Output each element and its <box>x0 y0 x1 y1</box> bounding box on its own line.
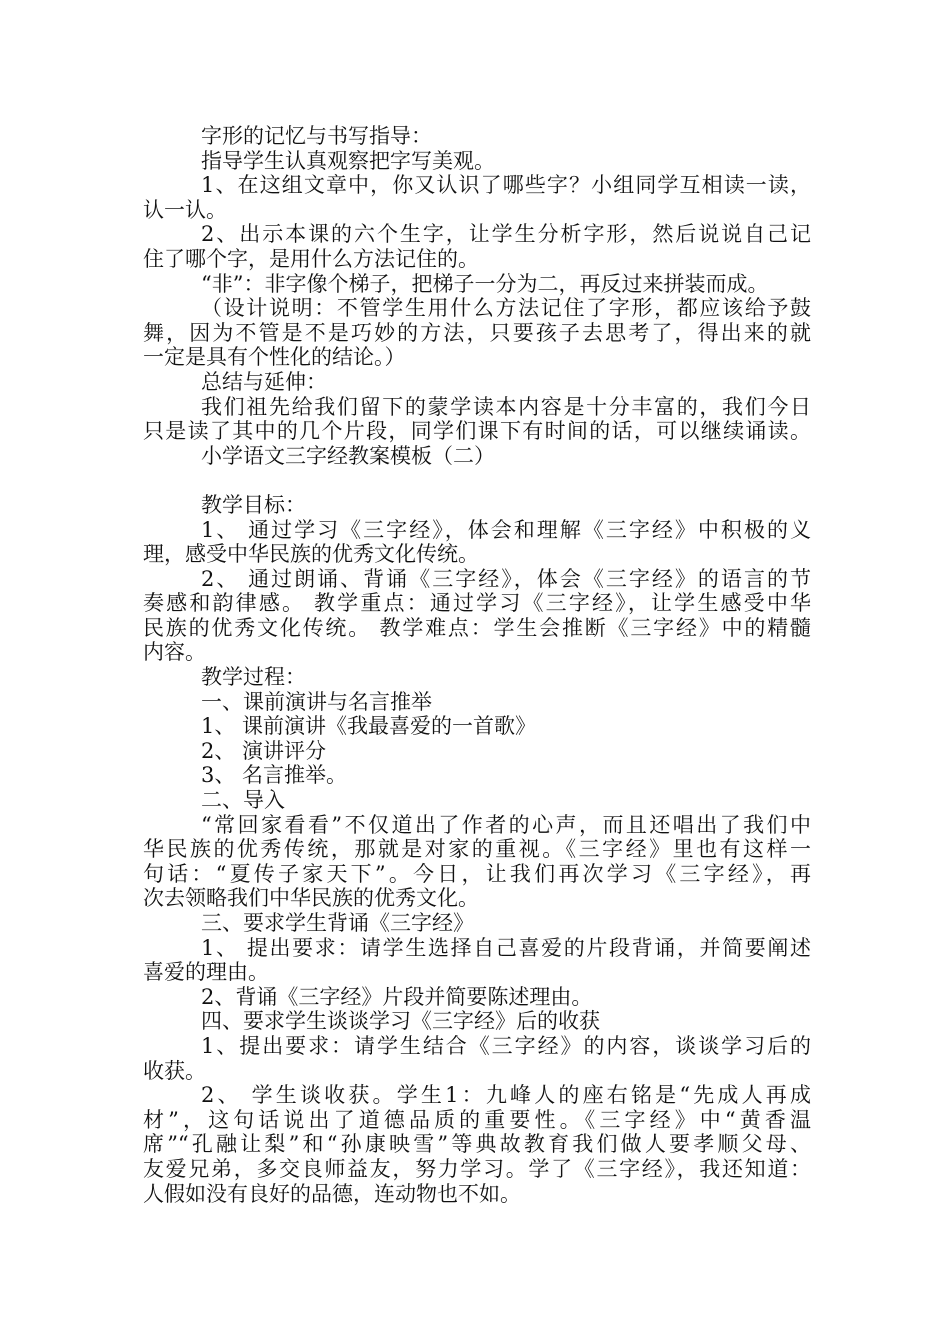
text-line: 教学目标： <box>201 492 306 517</box>
text-line: 一、课前演讲与名言推举 <box>201 689 432 714</box>
text-line: 收获。 <box>143 1058 206 1083</box>
text-line: 2、 演讲评分 <box>201 738 327 763</box>
text-line: 2、 通过朗诵、背诵《三字经》，体会《三字经》的语言的节 <box>201 566 811 591</box>
text-line: “非”：非字像个梯子，把梯子一分为二，再反过来拼装而成。 <box>201 271 769 296</box>
text-line: 材”，这句话说出了道德品质的重要性。《三字经》中“黄香温 <box>143 1107 811 1132</box>
text-line: 指导学生认真观察把字写美观。 <box>201 148 495 173</box>
text-line: 我们祖先给我们留下的蒙学读本内容是十分丰富的，我们今日 <box>201 394 811 419</box>
text-line: “常回家看看”不仅道出了作者的心声，而且还唱出了我们中 <box>201 812 811 837</box>
text-line: 理，感受中华民族的优秀文化传统。 <box>143 542 479 567</box>
text-line: 喜爱的理由。 <box>143 960 269 985</box>
text-line: 总结与延伸： <box>201 369 327 394</box>
blank-line <box>143 468 811 493</box>
text-line: 2、 学生谈收获。学生1：九峰人的座右铭是“先成人再成 <box>201 1083 811 1108</box>
text-line: 1、 课前演讲《我最喜爱的一首歌》 <box>201 714 537 739</box>
text-line: 1、提出要求：请学生结合《三字经》的内容，谈谈学习后的 <box>201 1033 811 1058</box>
text-line: 次去领略我们中华民族的优秀文化。 <box>143 886 479 911</box>
text-line: 席”“孔融让梨”和“孙康映雪”等典故教育我们做人要孝顺父母、 <box>143 1132 811 1157</box>
text-line: 1、 提出要求：请学生选择自己喜爱的片段背诵，并简要阐述 <box>201 935 811 960</box>
text-line: 人假如没有良好的品德，连动物也不如。 <box>143 1181 521 1206</box>
text-line: 二、导入 <box>201 788 285 813</box>
text-line: 只是读了其中的几个片段，同学们课下有时间的话，可以继续诵读。 <box>143 419 811 444</box>
text-line: 2、背诵《三字经》片段并简要陈述理由。 <box>201 984 593 1009</box>
text-line: 三、要求学生背诵《三字经》 <box>201 911 474 935</box>
text-line: （设计说明：不管学生用什么方法记住了字形，都应该给予鼓 <box>201 296 811 321</box>
document-body <box>143 124 811 1206</box>
text-line: 内容。 <box>143 640 206 665</box>
text-line: 住了哪个字，是用什么方法记住的。 <box>143 246 479 271</box>
text-line: 四、要求学生谈谈学习《三字经》后的收获 <box>201 1009 600 1034</box>
section-heading: 小学语文三字经教案模板（二） <box>201 443 495 468</box>
text-line: 华民族的优秀传统，那就是对家的重视。《三字经》里也有这样一 <box>143 837 811 862</box>
text-line: 一定是具有个性化的结论。） <box>143 345 406 370</box>
text-line: 2、出示本课的六个生字，让学生分析字形，然后说说自己记 <box>201 222 811 247</box>
text-line: 教学过程： <box>201 665 306 690</box>
text-line: 友爱兄弟，多交良师益友，努力学习。学了《三字经》，我还知道： <box>143 1156 811 1181</box>
text-line: 字形的记忆与书写指导： <box>201 124 432 148</box>
text-line: 1、在这组文章中，你又认识了哪些字？小组同学互相读一读， <box>201 173 811 198</box>
text-line: 奏感和韵律感。 教学重点：通过学习《三字经》，让学生感受中华 <box>143 591 811 616</box>
text-line: 1、 通过学习《三字经》，体会和理解《三字经》中积极的义 <box>201 517 811 542</box>
text-line: 3、 名言推举。 <box>201 763 348 788</box>
text-line: 民族的优秀文化传统。 教学难点：学生会推断《三字经》中的精髓 <box>143 615 811 640</box>
text-line: 认一认。 <box>143 197 227 222</box>
text-line: 舞，因为不管是不是巧妙的方法，只要孩子去思考了，得出来的就 <box>143 320 811 345</box>
text-line: 句话：“夏传子家天下”。今日，让我们再次学习《三字经》，再 <box>143 861 811 886</box>
